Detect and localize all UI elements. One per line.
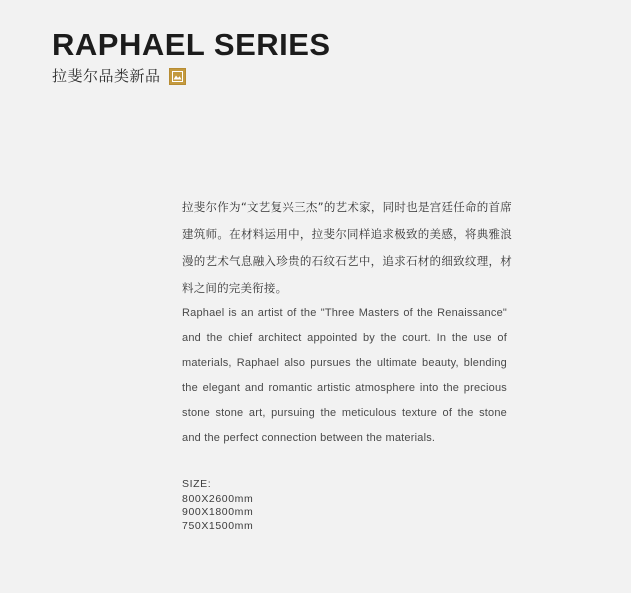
description-chinese: 拉斐尔作为“文艺复兴三杰”的艺术家，同时也是宫廷任命的首席建筑师。在材料运用中，拉斐尔同样追求极致的美感，将典雅浪漫的艺术气息融入珍贵的石纹石艺中，追求石材的细致纹理，材料之间的完美衔接。 [182,199,512,295]
page-title: RAPHAEL SERIES [52,27,331,62]
page-subtitle: 拉斐尔品类新品 [52,67,161,85]
subtitle-row [52,67,331,85]
picture-frame-icon [169,68,186,85]
size-item: 750X1500mm [182,519,254,532]
size-label: SIZE: [182,478,212,490]
size-block [182,478,253,533]
description-english: Raphael is an artist of the "Three Masters of the Renaissance" and the chief architect appointed by the court. In the use of materials, Raphael also pursues the ultimate beauty, blending the elegant and romantic artistic atmosphere into the precious stone stone art, pursuing the meticulous texture of the stone and the perfect connection between the materials. [182,307,507,444]
page-header [52,28,331,85]
size-item: 800X2600mm [182,492,254,505]
size-item: 900X1800mm [182,506,254,518]
